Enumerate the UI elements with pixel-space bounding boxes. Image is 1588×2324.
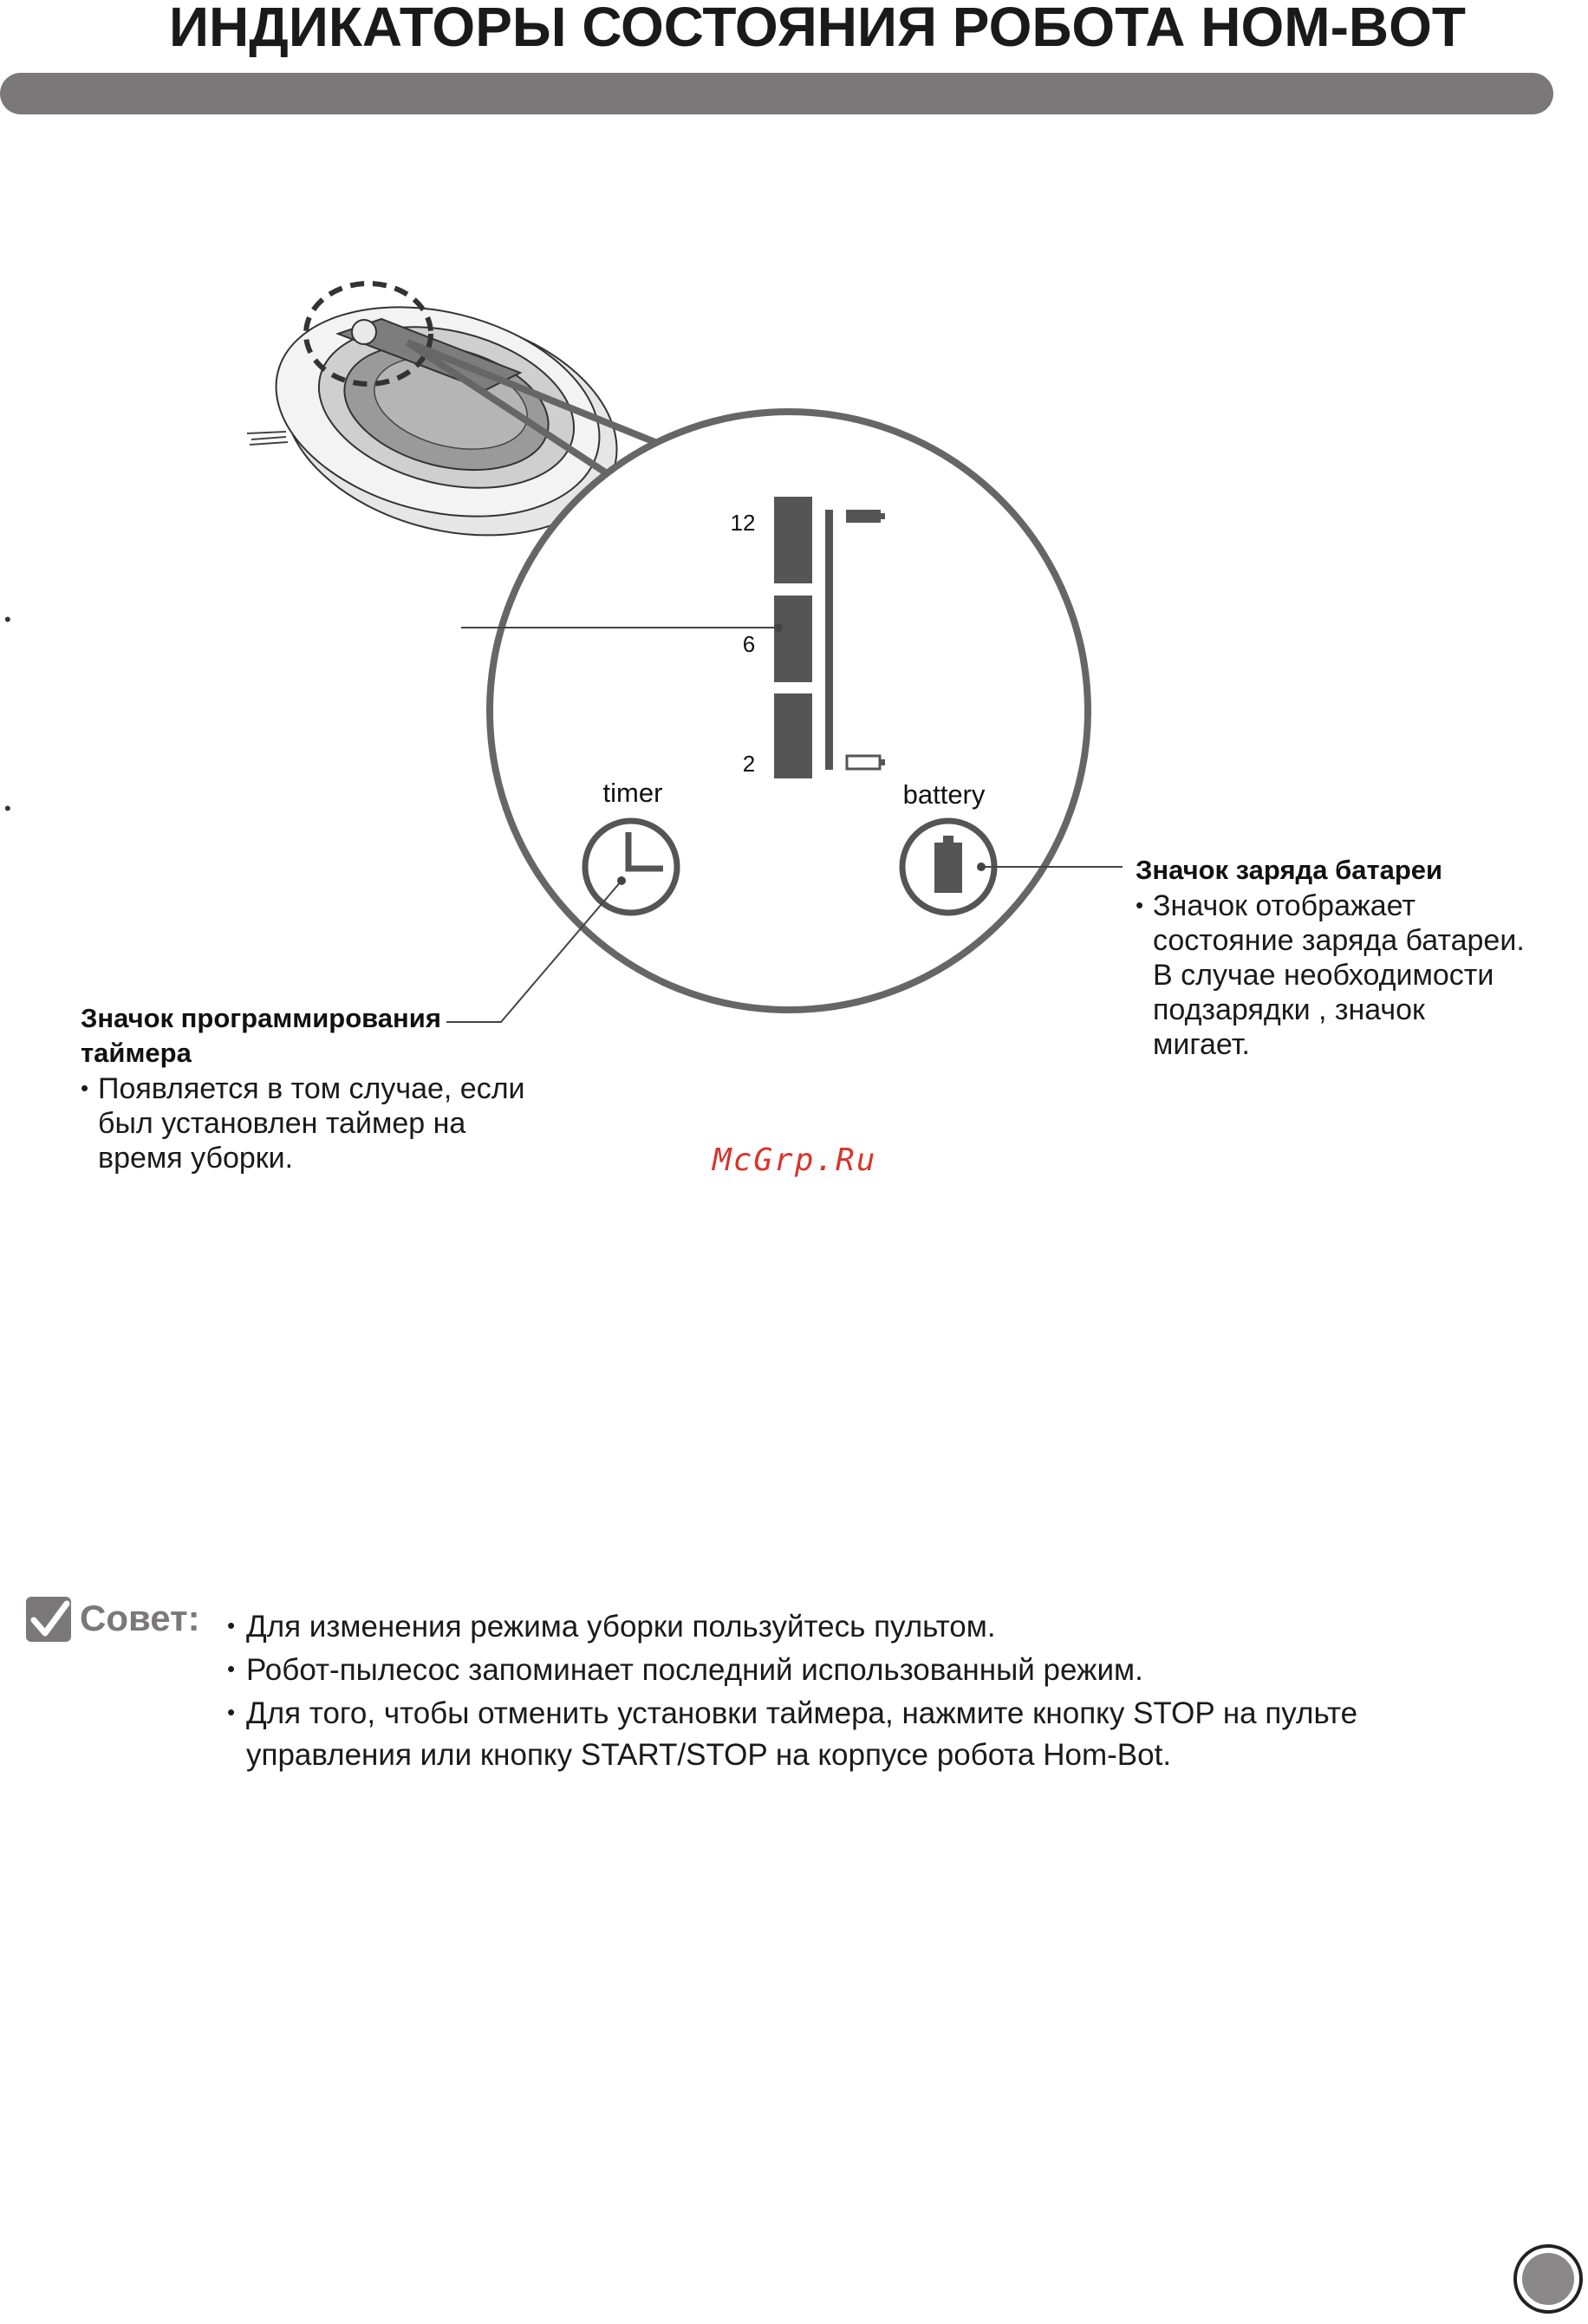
- timer-callout-text-3: время уборки.: [98, 1142, 294, 1175]
- timer-callout-title-2: таймера: [81, 1038, 192, 1068]
- battery-callout-text-4: подзарядки , значок: [1153, 993, 1425, 1026]
- level-segment-high: [774, 497, 812, 583]
- battery-label: battery: [902, 779, 986, 810]
- page-number-badge: [1513, 2244, 1583, 2314]
- timer-callout: Значок программирования таймера • Появляется в том случае, если был установлен таймер на время уборки.: [81, 1001, 566, 1175]
- left-bullet-2: •: [4, 797, 11, 819]
- timer-callout-title-1: Значок программирования: [81, 1003, 441, 1033]
- battery-full-icon: [846, 510, 885, 523]
- battery-callout-text-5: мигает.: [1153, 1028, 1250, 1061]
- checkmark-icon: [26, 1597, 71, 1642]
- tip-item-1: Для изменения режима уборки пользуйтесь пультом.: [246, 1610, 996, 1644]
- battery-callout: Значок заряда батареи • Значок отображает состояние заряда батареи. В случае необходимости подзарядки , значок мигает.: [1136, 853, 1569, 1062]
- page-title: ИНДИКАТОРЫ СОСТОЯНИЯ РОБОТА HOM-BOT: [169, 0, 1466, 58]
- tip-label: Совет:: [80, 1598, 200, 1638]
- tip-item-3-cont: управления или кнопку START/STOP на корпусе робота Hom-Bot.: [246, 1738, 1172, 1772]
- timer-callout-text-1: Появляется в том случае, если: [98, 1072, 525, 1105]
- battery-callout-text-1: Значок отображает: [1153, 889, 1416, 922]
- clock-icon: [585, 821, 677, 913]
- watermark: McGrp.Ru: [713, 1142, 877, 1178]
- tip-list: • Для изменения режима уборки пользуйтесь пультом. • Робот-пылесос запоминает последний использованный режим. • Для того, чтобы отменить установки таймера, нажмите кнопку STOP на пульте управления или кнопку START/STOP на корпусе робота Hom-Bot.: [227, 1605, 1527, 1776]
- tip-item-3: Для того, чтобы отменить установки таймера, нажмите кнопку STOP на пульте: [246, 1696, 1358, 1730]
- tip-item-2: Робот-пылесос запоминает последний использованный режим.: [246, 1653, 1143, 1687]
- battery-level-bar: [825, 510, 833, 770]
- level-label-12: 12: [730, 510, 756, 536]
- battery-callout-text-3: В случае необходимости: [1153, 959, 1494, 992]
- level-segment-mid: [774, 596, 812, 682]
- timer-label: timer: [602, 778, 663, 808]
- battery-callout-title: Значок заряда батареи: [1136, 855, 1443, 885]
- left-bullet-1: •: [4, 609, 11, 630]
- level-label-6: 6: [742, 631, 756, 657]
- level-segment-low: [774, 693, 812, 778]
- battery-empty-icon: [847, 756, 885, 769]
- page-badge-inner: [1522, 2253, 1574, 2305]
- level-label-2: 2: [742, 751, 756, 777]
- timer-callout-text-2: был установлен таймер на: [98, 1107, 466, 1140]
- battery-callout-text-2: состояние заряда батареи.: [1153, 924, 1525, 957]
